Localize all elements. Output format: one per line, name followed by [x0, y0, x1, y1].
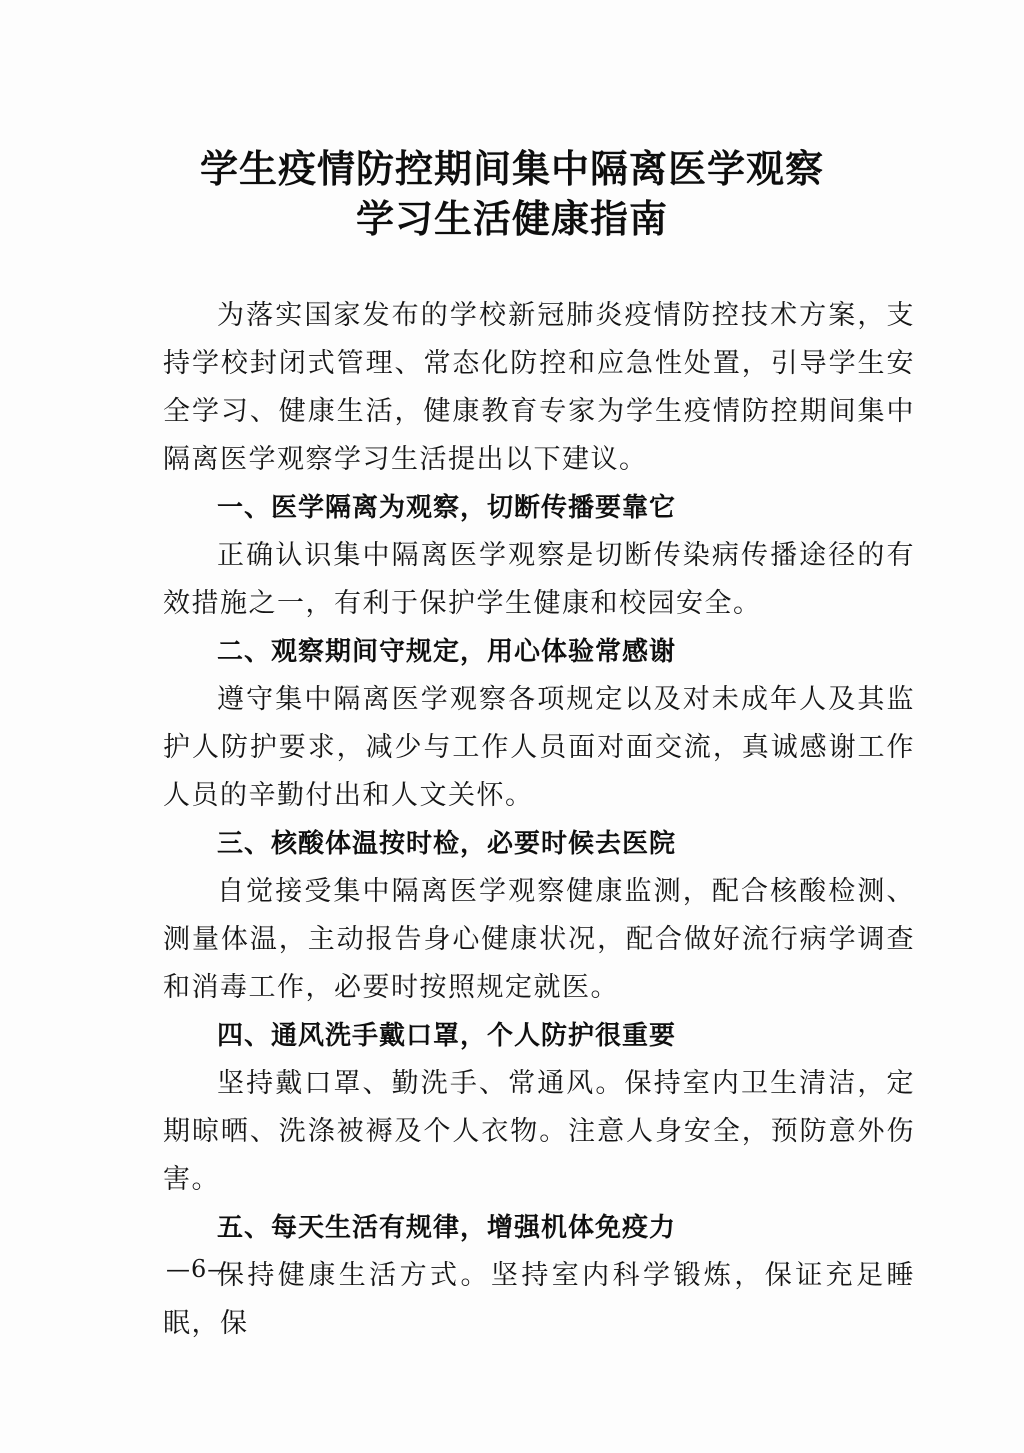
section-3 [163, 820, 915, 1012]
section-heading: 五、每天生活有规律，增强机体免疫力 [217, 1213, 677, 1243]
intro-paragraph: 为落实国家发布的学校新冠肺炎疫情防控技术方案，支持学校封闭式管理、常态化防控和应急性处置，引导学生安全学习、健康生活，健康教育专家为学生疫情防控期间集中隔离医学观察学习生活提出以下建议。 [163, 300, 915, 475]
page-number: —6— [166, 1255, 233, 1283]
section-paragraph: 遵守集中隔离医学观察各项规定以及对未成年人及其监护人防护要求，减少与工作人员面对面交流，真诚感谢工作人员的辛勤付出和人文关怀。 [163, 684, 915, 811]
section-4 [163, 1012, 915, 1204]
section-paragraph: 正确认识集中隔离医学观察是切断传染病传播途径的有效措施之一，有利于保护学生健康和校园安全。 [163, 540, 915, 619]
section-heading: 一、医学隔离为观察，切断传播要靠它 [217, 493, 677, 523]
section-5 [163, 1204, 915, 1348]
document-body [163, 292, 915, 1348]
document-title-line-2: 学习生活健康指南 [355, 196, 668, 241]
section-paragraph: 坚持戴口罩、勤洗手、常通风。保持室内卫生清洁，定期晾晒、洗涤被褥及个人衣物。注意人身安全，预防意外伤害。 [163, 1068, 915, 1195]
section-heading: 二、观察期间守规定，用心体验常感谢 [217, 637, 677, 667]
section-heading: 四、通风洗手戴口罩，个人防护很重要 [217, 1021, 677, 1051]
section-2 [163, 628, 915, 820]
section-heading: 三、核酸体温按时检，必要时候去医院 [217, 829, 677, 859]
section-paragraph: 自觉接受集中隔离医学观察健康监测，配合核酸检测、测量体温，主动报告身心健康状况，配合做好流行病学调查和消毒工作，必要时按照规定就医。 [163, 876, 915, 1003]
document-title-line-1: 学生疫情防控期间集中隔离医学观察 [199, 146, 824, 191]
section-paragraph: 保持健康生活方式。坚持室内科学锻炼，保证充足睡眠，保 [163, 1260, 915, 1339]
section-1 [163, 484, 915, 628]
